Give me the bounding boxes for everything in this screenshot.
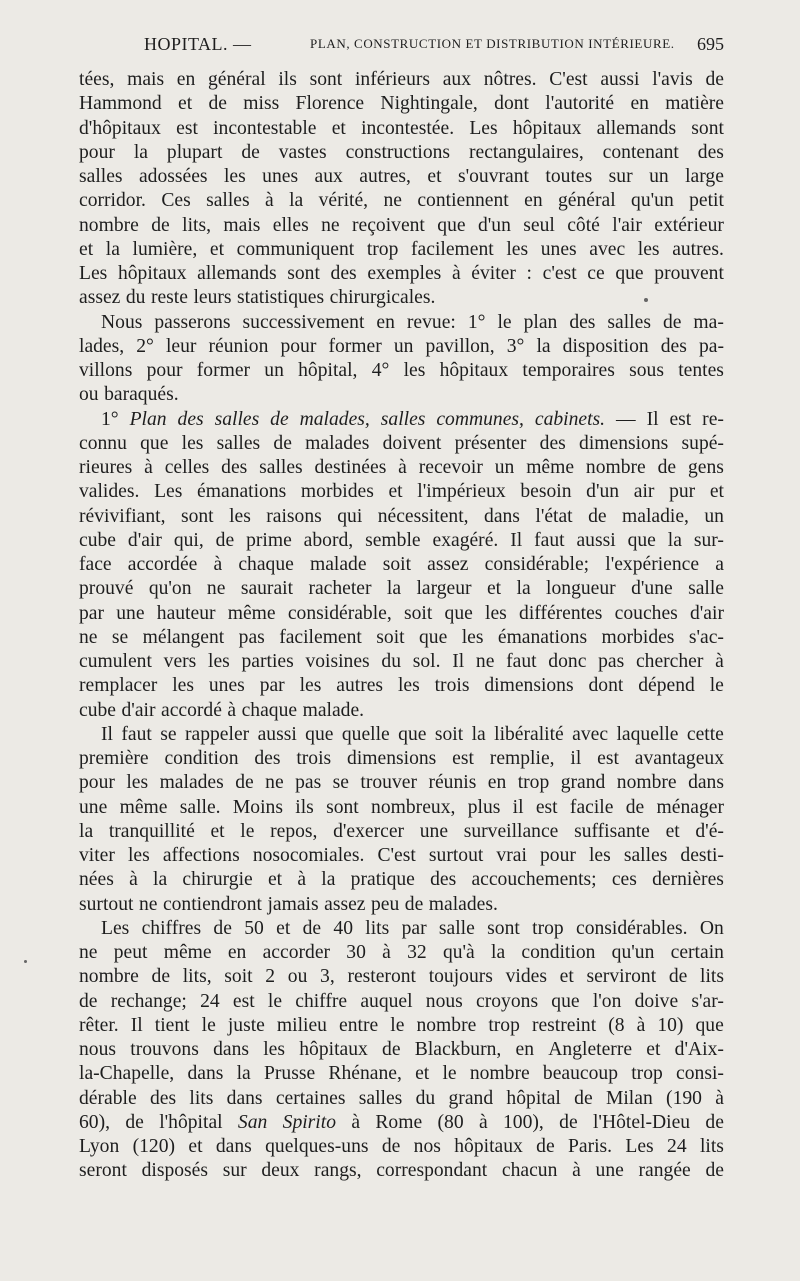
text-line: Les hôpitaux allemands sont des exemples à éviter : c'est ce que prouvent: [79, 263, 724, 284]
text-line: tées, mais en général ils sont inférieurs aux nôtres. C'est aussi l'avis de: [79, 69, 724, 90]
text-line: Les chiffres de 50 et de 40 lits par salle sont trop considérables. On: [101, 917, 724, 939]
text-line: première condition des trois dimensions est remplie, il est avantageux: [79, 748, 724, 769]
text-line: villons pour former un hôpital, 4° les hôpitaux temporaires sous tentes: [79, 360, 724, 381]
text-line: de rechange; 24 est le chiffre auquel nous croyons que l'on doive s'ar-: [79, 990, 724, 1012]
text-line: nous trouvons dans les hôpitaux de Blackburn, en Angleterre et d'Aix-: [79, 1039, 724, 1060]
text-line: cube d'air accordé à chaque malade.: [79, 699, 365, 721]
text-line: seront disposés sur deux rangs, correspondant chacun à une rangée de: [79, 1160, 724, 1182]
text-line: prouvé qu'on ne saurait racheter la largeur et la longueur d'une salle: [79, 578, 724, 600]
text-line: ou baraqués.: [79, 384, 179, 406]
text-line: Hammond et de miss Florence Nightingale, dont l'autorité en matière: [79, 93, 724, 115]
text-line: Il faut se rappeler aussi que quelle que soit la libéralité avec laquelle cette: [101, 723, 724, 745]
text-line: cube d'air qui, de prime abord, semble exagéré. Il faut aussi que la sur-: [79, 529, 724, 551]
text-line: valides. Les émanations morbides et l'impérieux besoin d'un air pur et: [79, 481, 724, 503]
text-line: 60), de l'hôpital San Spirito à Rome (80 à 100), de l'Hôtel-Dieu de: [79, 1111, 724, 1133]
text-line: cumulent vers les parties voisines du sol. Il ne faut donc pas chercher à: [79, 651, 724, 672]
text-line: Lyon (120) et dans quelques-uns de nos hôpitaux de Paris. Les 24 lits: [79, 1136, 724, 1157]
text-line: ne se mélangent pas facilement soit que les émanations morbides s'ac-: [79, 626, 724, 648]
text-line: salles adossées les unes aux autres, et s'ouvrant toutes sur un large: [79, 166, 724, 187]
text-line: nombre de lits, soit 2 ou 3, resteront toujours vides et serviront de lits: [79, 966, 724, 988]
text-line: par une hauteur même considérable, soit que les différentes couches d'air: [79, 602, 724, 624]
text-line: nombre de lits, mais elles ne reçoivent que d'un seul côté l'air extérieur: [79, 214, 724, 236]
text-line: 1° Plan des salles de malades, salles communes, cabinets. — Il est re-: [101, 408, 724, 430]
ink-speck: [24, 960, 27, 963]
text-line: face accordée à chaque malade soit assez considérable; l'expérience a: [79, 554, 724, 575]
text-line: assez du reste leurs statistiques chirurgicales.: [79, 287, 436, 309]
text-line: une même salle. Moins ils sont nombreux, plus il est facile de ménager: [79, 796, 724, 818]
page-number: 695: [697, 34, 724, 54]
text-line: pour la plupart de vastes constructions rectangulaires, contenant des: [79, 141, 724, 163]
text-line: rieures à celles des salles destinées à recevoir un même nombre de gens: [79, 457, 724, 478]
text-line: révivifiant, sont les raisons qui nécessitent, dans l'état de maladie, un: [79, 505, 724, 527]
body-text: [79, 68, 724, 1184]
text-line: connu que les salles de malades doivent présenter des dimensions supé-: [79, 432, 724, 454]
running-title: HOPITAL. —: [144, 34, 252, 54]
ink-speck: [644, 298, 648, 302]
text-line: surtout ne contiendront jamais assez peu de malades.: [79, 893, 498, 915]
text-line: corridor. Ces salles à la vérité, ne contiennent en général qu'un petit: [79, 190, 724, 212]
text-line: rêter. Il tient le juste milieu entre le nombre trop restreint (8 à 10) que: [79, 1014, 724, 1036]
running-header: [80, 34, 724, 60]
text-line: la tranquillité et le repos, d'exercer une surveillance suffisante et d'é-: [79, 820, 724, 842]
text-line: Nous passerons successivement en revue: 1° le plan des salles de ma-: [101, 311, 724, 333]
text-line: et la lumière, et communiquent trop facilement les unes avec les autres.: [79, 238, 724, 260]
text-line: viter les affections nosocomiales. C'est surtout vrai pour les salles desti-: [79, 845, 724, 866]
text-line: ne peut même en accorder 30 à 32 qu'à la condition qu'un certain: [79, 942, 724, 963]
text-line: lades, 2° leur réunion pour former un pavillon, 3° la disposition des pa-: [79, 335, 724, 357]
text-line: d'hôpitaux est incontestable et incontestée. Les hôpitaux allemands sont: [79, 117, 724, 139]
running-subtitle: PLAN, CONSTRUCTION ET DISTRIBUTION INTÉRIEURE.: [310, 36, 675, 51]
text-line: la-Chapelle, dans la Prusse Rhénane, et le nombre beaucoup trop consi-: [79, 1063, 724, 1085]
text-line: nées à la chirurgie et à la pratique des accouchements; ces dernières: [79, 869, 724, 891]
text-line: dérable des lits dans certaines salles du grand hôpital de Milan (190 à: [79, 1087, 724, 1109]
text-line: pour les malades de ne pas se trouver réunis en trop grand nombre dans: [79, 772, 724, 794]
text-line: remplacer les unes par les autres les trois dimensions dont dépend le: [79, 675, 724, 697]
